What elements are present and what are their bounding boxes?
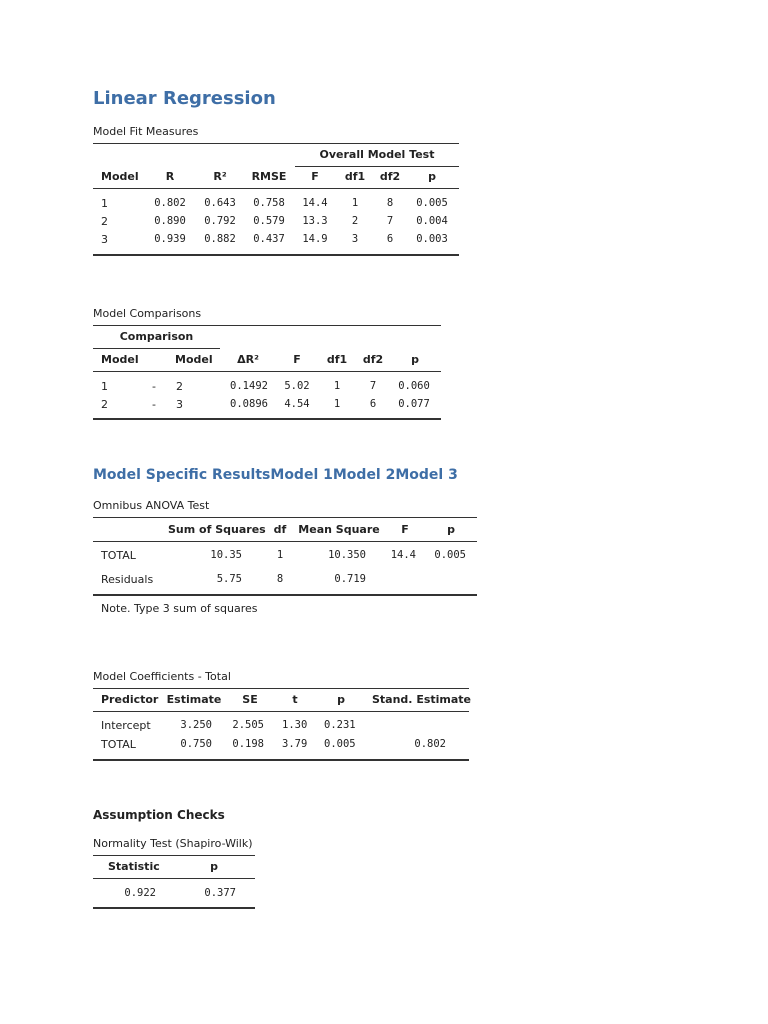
table-cell: 1 [101, 197, 108, 210]
table-cell: 0.922 [124, 887, 156, 899]
column-header: Mean Square [298, 523, 380, 536]
table-cell: 2 [101, 398, 108, 411]
column-header: df2 [379, 170, 401, 183]
column-header: Model [101, 170, 139, 183]
table-cell: 14.4 [390, 549, 416, 561]
assumption-checks-heading: Assumption Checks [93, 808, 225, 822]
table-cell: 0.0896 [230, 398, 268, 410]
column-header: RMSE [251, 170, 287, 183]
table-cell: 5.02 [284, 380, 310, 392]
table-cell: 1 [333, 380, 341, 392]
table-cell: 7 [369, 380, 377, 392]
table-cell: 0.377 [204, 887, 236, 899]
table-cell: 0.802 [414, 738, 446, 750]
table-top-rule [93, 855, 255, 856]
header-rule [93, 711, 469, 712]
table-cell: 4.54 [284, 398, 310, 410]
table-cell: TOTAL [101, 738, 136, 751]
anova-caption: Omnibus ANOVA Test [93, 499, 210, 512]
table-cell: 14.9 [302, 233, 328, 245]
column-header: Estimate [166, 693, 222, 706]
column-header: p [337, 693, 345, 706]
table-cell: 0.719 [334, 573, 366, 585]
table-cell: 8 [386, 197, 394, 209]
table-cell: 10.350 [328, 549, 366, 561]
column-header: Stand. Estimate [372, 693, 472, 706]
header-rule [93, 188, 459, 189]
column-header: ΔR² [237, 353, 259, 366]
column-header: df2 [362, 353, 384, 366]
column-header: F [401, 523, 409, 536]
table-cell: 7 [386, 215, 394, 227]
table-cell: 0.750 [180, 738, 212, 750]
table-bottom-rule [93, 907, 255, 909]
table-cell: 8 [276, 573, 284, 585]
header-rule [93, 371, 441, 372]
column-header: df1 [344, 170, 366, 183]
group-header-rule [93, 348, 220, 349]
table-cell: 2 [176, 380, 183, 393]
column-header: Model [175, 353, 213, 366]
table-cell: 0.231 [324, 719, 356, 731]
column-header: t [292, 693, 298, 706]
column-header: p [411, 353, 419, 366]
table-cell: 0.758 [253, 197, 285, 209]
table-cell: 14.4 [302, 197, 328, 209]
column-header: p [210, 860, 218, 873]
page-title: Linear Regression [93, 88, 276, 109]
comparison-group-header: Comparison [119, 330, 194, 343]
column-header: R² [213, 170, 227, 183]
table-cell: TOTAL [101, 549, 136, 562]
table-cell: 10.35 [210, 549, 242, 561]
anova-note: Note. Type 3 sum of squares [101, 602, 258, 615]
table-cell: 3.250 [180, 719, 212, 731]
table-cell: 0.882 [204, 233, 236, 245]
column-header: Model [101, 353, 139, 366]
table-cell: 5.75 [216, 573, 242, 585]
column-header: p [428, 170, 436, 183]
table-cell: 0.1492 [230, 380, 268, 392]
table-cell: 0.077 [398, 398, 430, 410]
column-header: df1 [326, 353, 348, 366]
column-header: F [311, 170, 319, 183]
table-cell: 3 [176, 398, 183, 411]
table-cell: 0.005 [416, 197, 448, 209]
table-cell: 2 [351, 215, 359, 227]
table-cell: 0.005 [324, 738, 356, 750]
table-cell: 0.579 [253, 215, 285, 227]
column-header: R [165, 170, 175, 183]
table-cell: 3 [351, 233, 359, 245]
table-cell: - [152, 380, 156, 393]
table-cell: 0.437 [253, 233, 285, 245]
table-cell: 0.003 [416, 233, 448, 245]
table-cell: 1 [101, 380, 108, 393]
table-cell: Intercept [101, 719, 151, 732]
table-top-rule [93, 517, 477, 518]
table-cell: 2.505 [232, 719, 264, 731]
group-header-rule [295, 166, 459, 167]
table-cell: 0.939 [154, 233, 186, 245]
table-bottom-rule [93, 254, 459, 256]
table-cell: 0.792 [204, 215, 236, 227]
table-cell: 0.005 [434, 549, 466, 561]
table-cell: 0.643 [204, 197, 236, 209]
column-header: p [447, 523, 455, 536]
table-cell: 0.004 [416, 215, 448, 227]
table-cell: Residuals [101, 573, 154, 586]
table-cell: 1 [276, 549, 284, 561]
coefficients-caption: Model Coefficients - Total [93, 670, 231, 683]
column-header: F [293, 353, 301, 366]
table-cell: 0.802 [154, 197, 186, 209]
column-header: Sum of Squares [168, 523, 266, 536]
table-cell: - [152, 398, 156, 411]
model-fit-caption: Model Fit Measures [93, 125, 199, 138]
header-rule [93, 878, 255, 879]
overall-model-test-header: Overall Model Test [319, 148, 435, 161]
table-cell: 1 [333, 398, 341, 410]
table-top-rule [93, 688, 469, 689]
table-cell: 1 [351, 197, 359, 209]
table-cell: 0.890 [154, 215, 186, 227]
table-cell: 3 [101, 233, 108, 246]
table-cell: 13.3 [302, 215, 328, 227]
table-bottom-rule [93, 759, 469, 761]
table-cell: 0.060 [398, 380, 430, 392]
table-cell: 2 [101, 215, 108, 228]
table-cell: 3.79 [282, 738, 308, 750]
table-cell: 0.198 [232, 738, 264, 750]
header-rule [93, 541, 477, 542]
table-bottom-rule [93, 594, 477, 596]
table-cell: 6 [386, 233, 394, 245]
table-cell: 6 [369, 398, 377, 410]
table-top-rule [93, 325, 441, 326]
table-bottom-rule [93, 418, 441, 420]
model-specific-results-header: Model Specific ResultsModel 1Model 2Model 3 [93, 467, 458, 483]
column-header: df [273, 523, 287, 536]
column-header: Statistic [108, 860, 160, 873]
table-top-rule [93, 143, 459, 144]
table-cell: 1.30 [282, 719, 308, 731]
column-header: Predictor [101, 693, 159, 706]
normality-test-caption: Normality Test (Shapiro-Wilk) [93, 837, 253, 850]
model-comparisons-caption: Model Comparisons [93, 307, 202, 320]
column-header: SE [242, 693, 258, 706]
